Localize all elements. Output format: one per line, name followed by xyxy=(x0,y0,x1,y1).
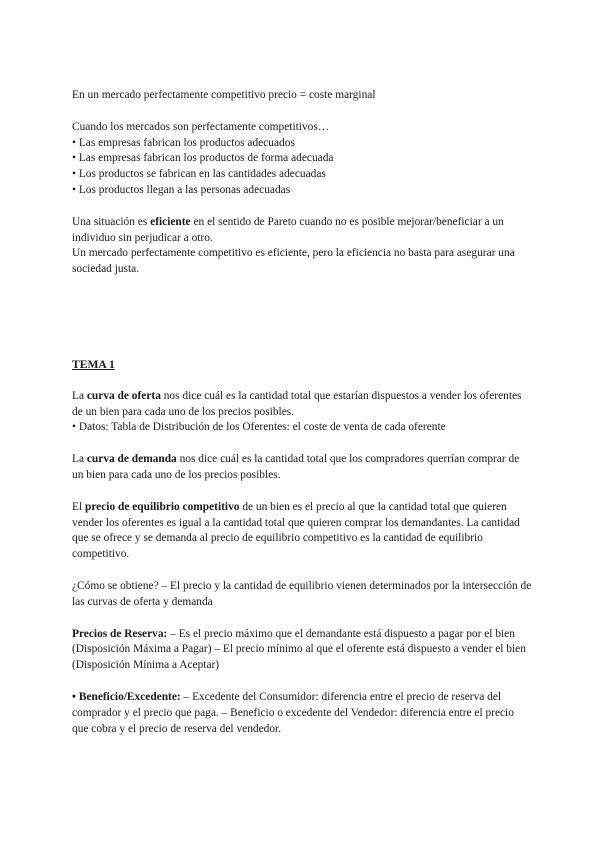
section-heading: TEMA 1 xyxy=(72,357,115,371)
equilibrium-definition: El precio de equilibrio competitivo de un bien es el precio al que la cantidad total que quieren vender los oferentes es igual a la cantidad total que quieren comprar los demandantes. La cantidad que se ofrece y se demanda al precio de equilibrio competitivo es la cantidad de equilibrio competitivo. xyxy=(72,500,520,561)
equilibrium-term: precio de equilibrio competitivo xyxy=(84,500,240,513)
how-obtained: ¿Cómo se obtiene? – El precio y la cantidad de equilibrio vienen determinados por la intersección de las curvas de oferta y demanda xyxy=(72,579,532,608)
efficiency-note: Un mercado perfectamente competitivo es eficiente, pero la eficiencia no basta para asegurar una sociedad justa. xyxy=(72,247,515,276)
supply-curve-term: curva de oferta xyxy=(86,389,161,402)
reservation-prices: Precios de Reserva: – Es el precio máximo que el demandante está dispuesto a pagar por el bien (Disposición Máxima a Pagar) – El precio mínimo al que el oferente está dispuesto a vender el bien (Disposición Mínima a Aceptar) xyxy=(72,627,526,672)
list-item: • Las empresas fabrican los productos adecuados xyxy=(72,136,532,152)
list-intro: Cuando los mercados son perfectamente competitivos… xyxy=(72,120,330,133)
list-item: • Los productos se fabrican en las cantidades adecuadas xyxy=(72,167,532,183)
pareto-definition: Una situación es eficiente en el sentido de Pareto cuando no es posible mejorar/beneficiar a un individuo sin perjudicar a otro. xyxy=(72,215,504,244)
list-item: • Los productos llegan a las personas adecuadas xyxy=(72,183,532,199)
supply-curve-definition: La curva de oferta nos dice cuál es la cantidad total que estarían dispuestos a vender los oferentes de un bien para cada uno de los precios posibles. xyxy=(72,389,522,418)
surplus-definition: • Beneficio/Excedente: – Excedente del Consumidor: diferencia entre el precio de reserva del comprador y el precio que paga. – Beneficio o excedente del Vendedor: diferencia entre el precio que cobra y el precio de reserva del vendedor. xyxy=(72,690,514,735)
reservation-prices-term: Precios de Reserva: xyxy=(72,627,168,640)
pareto-term: eficiente xyxy=(150,215,191,228)
document-page xyxy=(72,88,532,737)
surplus-term: Beneficio/Excedente: xyxy=(78,690,181,703)
data-note: • Datos: Tabla de Distribución de los Oferentes: el coste de venta de cada oferente xyxy=(72,420,532,436)
intro-line: En un mercado perfectamente competitivo precio = coste marginal xyxy=(72,89,376,101)
list-item: • Las empresas fabrican los productos de forma adecuada xyxy=(72,151,532,167)
demand-curve-definition: La curva de demanda nos dice cuál es la cantidad total que los compradores querrían comprar de un bien para cada uno de los precios posibles. xyxy=(72,453,520,481)
demand-curve-term: curva de demanda xyxy=(86,453,177,466)
